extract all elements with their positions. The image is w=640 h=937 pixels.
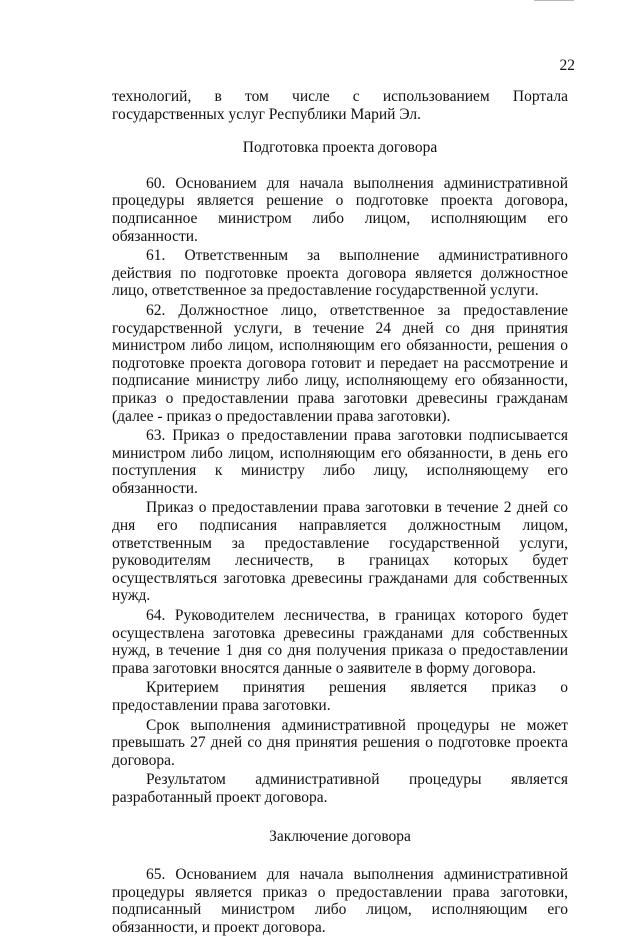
section-heading-contract-preparation: Подготовка проекта договора <box>242 139 438 157</box>
paragraph-63: 63. Приказ о предоставлении права заготовки подписывается министром либо лицом, исполняющим его обязанности, в день его поступления к министру либо лицу, исполняющему его обязанности. <box>112 427 568 497</box>
paragraph-continuation: технологий, в том числе с использованием Портала государственных услуг Республики Марий Эл. <box>112 88 568 123</box>
paragraph-63-order-routing: Приказ о предоставлении права заготовки в течение 2 дней со дня его подписания направляется должностным лицом, ответственным за предоставление государственной услуги, руководителям лесничеств, в границах которых будет осуществляться заготовка древесины гражданами для собственных нужд. <box>112 499 568 605</box>
paragraph-60: 60. Основанием для начала выполнения административной процедуры является решение о подготовке проекта договора, подписанное министром либо лицом, исполняющим его обязанности. <box>112 174 568 245</box>
paragraph-procedure-deadline: Срок выполнения административной процедуры не может превышать 27 дней со дня принятия решения о подготовке проекта договора. <box>112 716 568 769</box>
scan-mark <box>534 0 574 5</box>
paragraph-procedure-result: Результатом административной процедуры является разработанный проект договора. <box>112 771 568 806</box>
section-heading-contract-conclusion: Заключение договора <box>269 827 411 845</box>
paragraph-62: 62. Должностное лицо, ответственное за предоставление государственной услуги, в течение 24 дней со дня принятия министром либо лицом, исполняющим его обязанности, решения о подготовке проекта договора готовит и передает на рассмотрение и подписание министру либо лицу, исполняющему его обязанности, приказ о предоставлении права заготовки древесины гражданам (далее - приказ о предоставлении права заготовки). <box>112 301 568 425</box>
page-number: 22 <box>559 57 575 74</box>
paragraph-decision-criterion: Критерием принятия решения является приказ о предоставлении права заготовки. <box>112 679 568 714</box>
document-body <box>112 88 568 937</box>
paragraph-61: 61. Ответственным за выполнение административного действия по подготовке проекта договора является должностное лицо, ответственное за предоставление государственной услуги. <box>112 247 568 300</box>
paragraph-64: 64. Руководителем лесничества, в границах которого будет осуществлена заготовка древесины гражданами для собственных нужд, в течение 1 дня со дня получения приказа о предоставлении права заготовки вносятся данные о заявителе в форму договора. <box>112 607 568 677</box>
paragraph-65: 65. Основанием для начала выполнения административной процедуры является приказ о предоставлении права заготовки, подписанный министром либо лицом, исполняющим его обязанности, и проект договора. <box>112 866 568 936</box>
